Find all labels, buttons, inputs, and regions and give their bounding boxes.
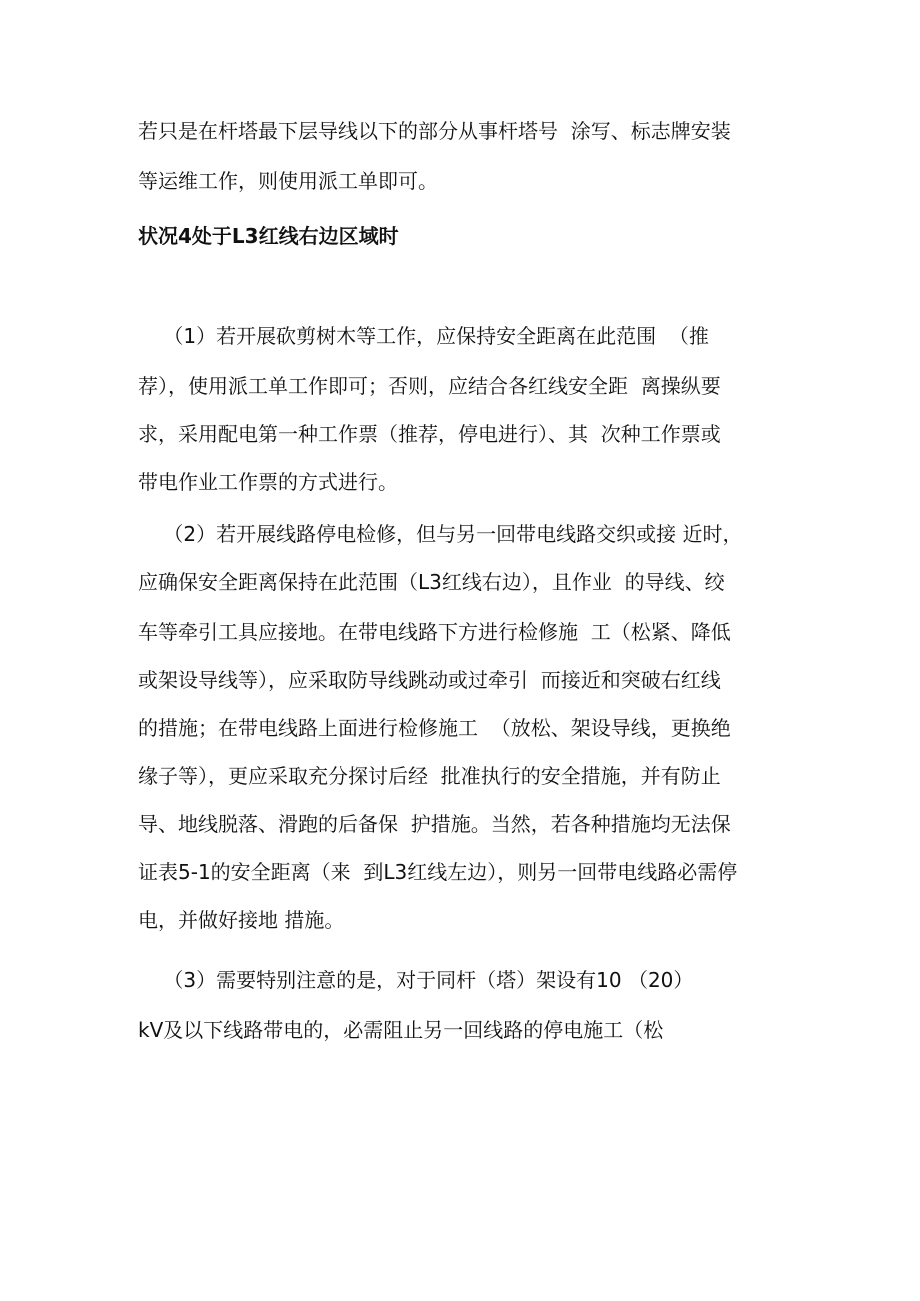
text-line: 车等牵引工具应接地。在带电线路下方进行检修施 工（松紧、降低 bbox=[138, 620, 731, 644]
text-line: 缘子等），更应采取充分探讨后经 批准执行的安全措施，并有防止 bbox=[138, 764, 721, 788]
text-line: 应确保安全距离保持在此范围（L3红线右边），且作业 的导线、绞 bbox=[138, 570, 725, 594]
section-heading: 状况4处于L3红线右边区域时 bbox=[138, 224, 399, 248]
text-line: （1）若开展砍剪树木等工作，应保持安全距离在此范围 （推 bbox=[138, 324, 709, 348]
text-line: 带电作业工作票的方式进行。 bbox=[138, 470, 398, 494]
text-line: 若只是在杆塔最下层导线以下的部分从事杆塔号 涂写、标志牌安装 bbox=[138, 119, 731, 143]
text-line: 等运维工作，则使用派工单即可。 bbox=[138, 169, 438, 193]
text-line: （3）需要特别注意的是，对于同杆（塔）架设有10 （20） bbox=[138, 968, 694, 992]
text-line: 荐），使用派工单工作即可；否则，应结合各红线安全距 离操纵要 bbox=[138, 374, 721, 398]
text-line: 电，并做好接地 措施。 bbox=[138, 908, 345, 932]
text-line: 求，采用配电第一种工作票（推荐，停电进行）、其 次种工作票或 bbox=[138, 422, 721, 446]
text-line: 证表5-1的安全距离（来 到L3红线左边），则另一回带电线路必需停 bbox=[138, 860, 738, 884]
text-line: 导、地线脱落、滑跑的后备保 护措施。当然，若各种措施均无法保 bbox=[138, 812, 731, 836]
text-line: 或架设导线等），应采取防导线跳动或过牵引 而接近和突破右红线 bbox=[138, 668, 721, 692]
text-line: kV及以下线路带电的，必需阻止另一回线路的停电施工（松 bbox=[138, 1018, 664, 1042]
text-line: （2）若开展线路停电检修，但与另一回带电线路交织或接 近时， bbox=[138, 522, 743, 546]
text-line: 的措施；在带电线路上面进行检修施工 （放松、架设导线，更换绝 bbox=[138, 716, 731, 740]
